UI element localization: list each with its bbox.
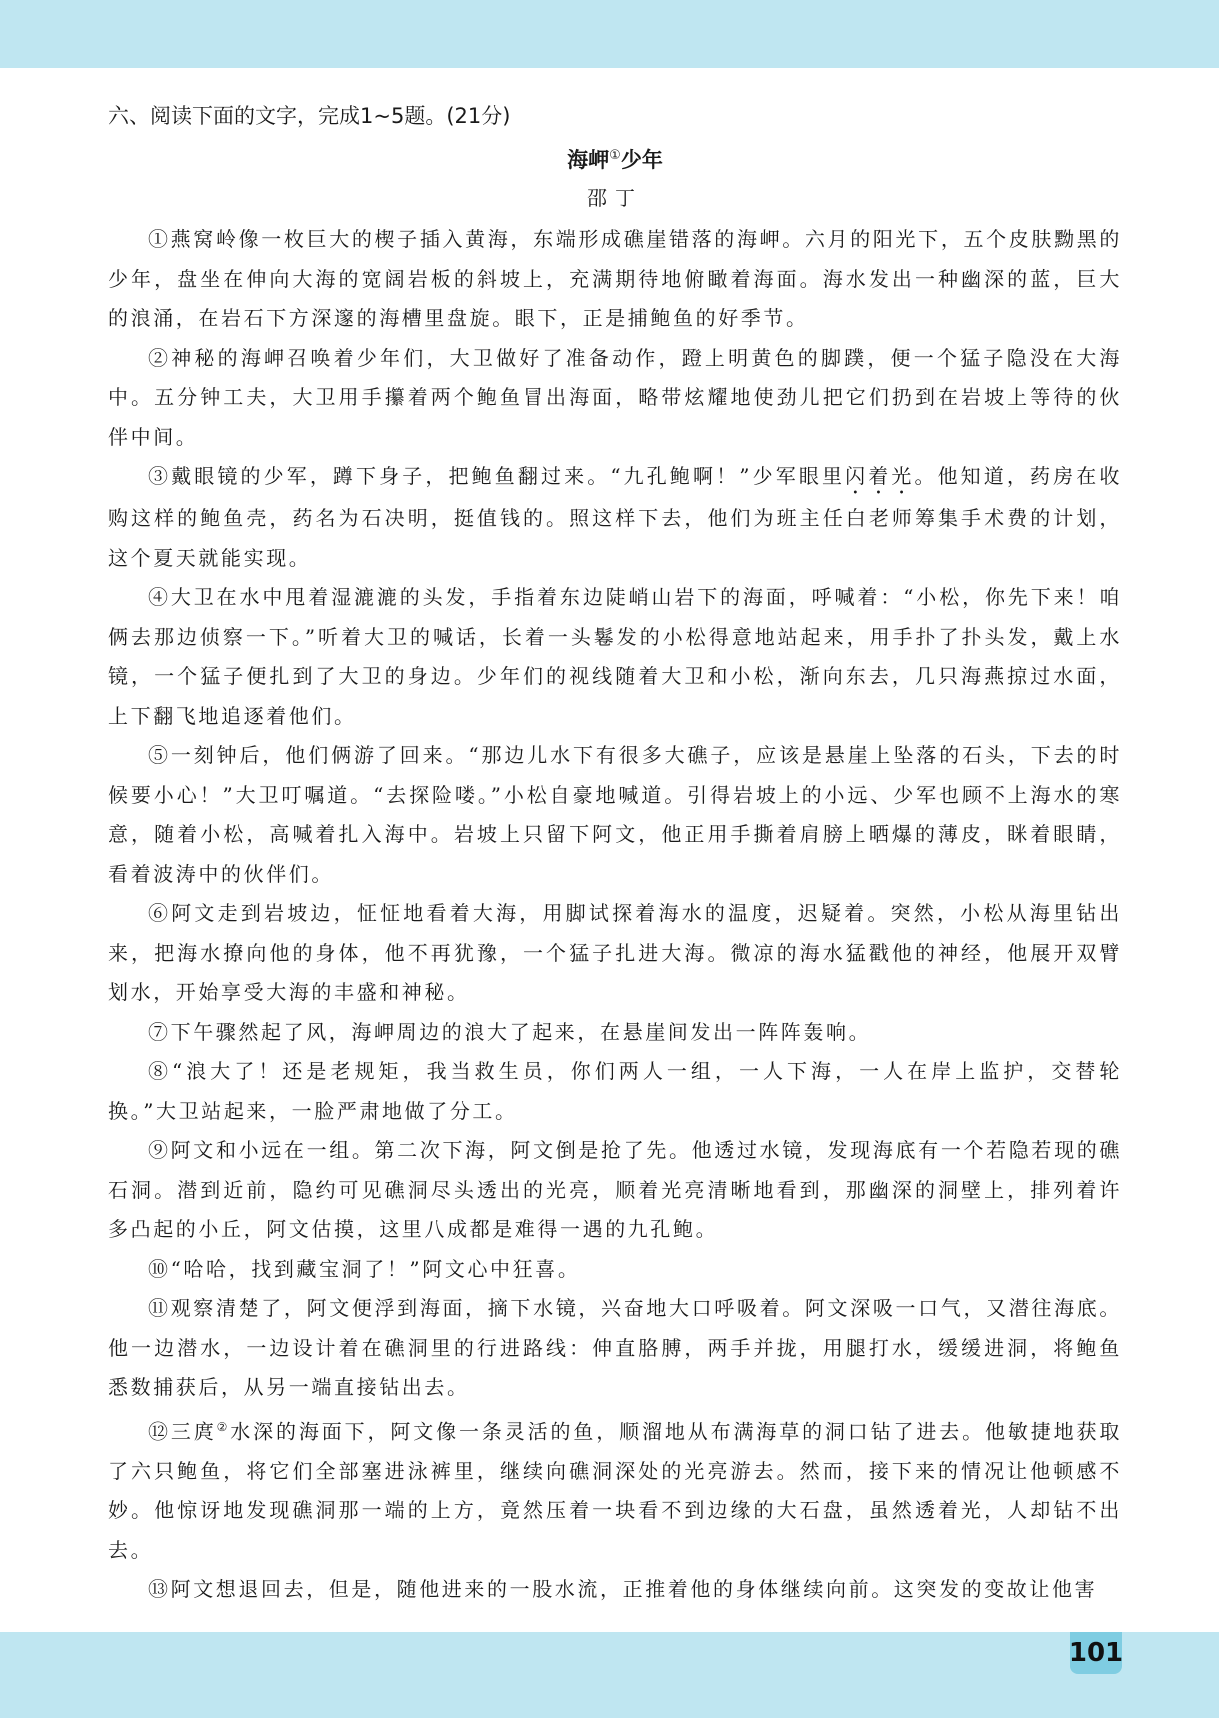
paragraph-3-start: ③戴眼镜的少军，蹲下身子，把鲍鱼翻过来。“九孔鲍啊！”少军眼里 — [148, 464, 846, 488]
article-title-main: 海岬 — [567, 148, 610, 172]
footnote-marker: ① — [609, 148, 621, 163]
section-heading: 六、阅读下面的文字，完成1~5题。(21分) — [108, 104, 511, 128]
paragraph-7: ⑦下午骤然起了风，海岬周边的浪大了起来，在悬崖间发出一阵阵轰响。 — [148, 1019, 872, 1044]
paragraph-8: ⑧“浪大了！还是老规矩，我当救生员，你们两人一组，一人下海，一人在岸上监护，交替轮换。”大卫站起来，一脸严肃地做了分工。 — [108, 1059, 1122, 1123]
paragraph-10: ⑩“哈哈，找到藏宝洞了！”阿文心中狂喜。 — [148, 1256, 581, 1281]
page-number: 101 — [1070, 1632, 1122, 1674]
article-title — [108, 136, 1122, 180]
paragraph-3 — [108, 457, 1122, 578]
paragraph-1: ①燕窝岭像一枚巨大的楔子插入黄海，东端形成礁崖错落的海岬。六月的阳光下，五个皮肤黝黑的少年，盘坐在伸向大海的宽阔岩板的斜坡上，充满期待地俯瞰着海面。海水发出一种幽深的蓝，巨大的浪涌，在岩石下方深邃的海槽里盘旋。眼下，正是捕鲍鱼的好季节。 — [108, 227, 1122, 330]
paragraph-12 — [108, 1408, 1122, 1571]
emphasized-phrase: 闪着光 — [845, 464, 915, 488]
paragraph-12-start: ⑫三庹 — [148, 1419, 217, 1444]
paragraph-9: ⑨阿文和小远在一组。第二次下海，阿文倒是抢了先。他透过水镜，发现海底有一个若隐若现的礁石洞。潜到近前，隐约可见礁洞尽头透出的光亮，顺着光亮清晰地看到，那幽深的洞壁上，排列着许多凸起的小丘，阿文估摸，这里八成都是难得一遇的九孔鲍。 — [108, 1138, 1122, 1241]
paragraph-4: ④大卫在水中甩着湿漉漉的头发，手指着东边陡峭山岩下的海面，呼喊着：“小松，你先下来！咱俩去那边侦察一下。”听着大卫的喊话，长着一头鬈发的小松得意地站起来，用手扑了扑头发，戴上水镜，一个猛子便扎到了大卫的身边。少年们的视线随着大卫和小松，渐向东去，几只海燕掠过水面，上下翻飞地追逐着他们。 — [108, 585, 1122, 728]
article-title-tail: 少年 — [620, 148, 663, 172]
paragraph-5: ⑤一刻钟后，他们俩游了回来。“那边儿水下有很多大礁子，应该是悬崖上坠落的石头，下去的时候要小心！”大卫叮嘱道。“去探险喽。”小松自豪地喊道。引得岩坡上的小远、少军也顾不上海水的寒意，随着小松，高喊着扎入海中。岩坡上只留下阿文，他正用手撕着肩膀上晒爆的薄皮，眯着眼睛，看着波涛中的伙伴们。 — [108, 743, 1122, 886]
paragraph-11: ⑪观察清楚了，阿文便浮到海面，摘下水镜，兴奋地大口呼吸着。阿文深吸一口气，又潜往海底。他一边潜水，一边设计着在礁洞里的行进路线：伸直胳膊，两手并拢，用腿打水，缓缓进洞，将鲍鱼悉数捕获后，从另一端直接钻出去。 — [108, 1296, 1122, 1399]
author-name: 邵丁 — [587, 186, 643, 210]
bottom-color-band — [0, 1632, 1219, 1718]
top-color-band — [0, 0, 1219, 68]
page-content — [108, 96, 1122, 1610]
paragraph-12-end: 水深的海面下，阿文像一条灵活的鱼，顺溜地从布满海草的洞口钻了进去。他敏捷地获取了六只鲍鱼，将它们全部塞进泳裤里，继续向礁洞深处的光亮游去。然而，接下来的情况让他顿感不妙。他惊讶地发现礁洞那一端的上方，竟然压着一块看不到边缘的大石盘，虽然透着光，人却钻不出去。 — [108, 1419, 1122, 1562]
paragraph-13: ⑬阿文想退回去，但是，随他进来的一股水流，正推着他的身体继续向前。这突发的变故让他害 — [148, 1577, 1098, 1602]
paragraph-6: ⑥阿文走到岩坡边，怔怔地看着大海，用脚试探着海水的温度，迟疑着。突然，小松从海里钻出来，把海水撩向他的身体，他不再犹豫，一个猛子扎进大海。微凉的海水猛戳他的神经，他展开双臂划水，开始享受大海的丰盛和神秘。 — [108, 901, 1122, 1004]
footnote-marker: ② — [216, 1419, 231, 1434]
paragraph-3-end: 。他知道，药房在收购这样的鲍鱼壳，药名为石决明，挺值钱的。照这样下去，他们为班主任白老师筹集手术费的计划，这个夏天就能实现。 — [108, 464, 1122, 570]
paragraph-2: ②神秘的海岬召唤着少年们，大卫做好了准备动作，蹬上明黄色的脚蹼，便一个猛子隐没在大海中。五分钟工夫，大卫用手攥着两个鲍鱼冒出海面，略带炫耀地使劲儿把它们扔到在岩坡上等待的伙伴中间。 — [108, 345, 1122, 449]
